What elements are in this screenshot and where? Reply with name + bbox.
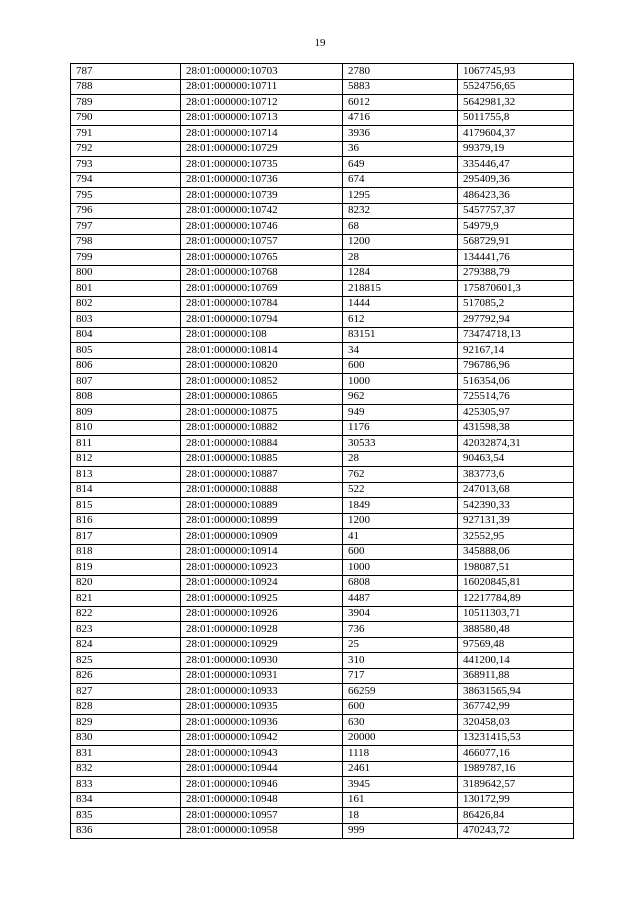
row-number-cell: 797 bbox=[71, 219, 181, 235]
cadastral-number-cell: 28:01:000000:10865 bbox=[181, 389, 343, 405]
table-row bbox=[71, 823, 574, 839]
area-cell: 1000 bbox=[343, 374, 458, 390]
value-cell: 198087,51 bbox=[458, 560, 574, 576]
table-row bbox=[71, 79, 574, 95]
value-cell: 54979,9 bbox=[458, 219, 574, 235]
table-row bbox=[71, 467, 574, 483]
area-cell: 41 bbox=[343, 529, 458, 545]
value-cell: 367742,99 bbox=[458, 699, 574, 715]
row-number-cell: 830 bbox=[71, 730, 181, 746]
row-number-cell: 827 bbox=[71, 684, 181, 700]
area-cell: 736 bbox=[343, 622, 458, 638]
cadastral-number-cell: 28:01:000000:10899 bbox=[181, 513, 343, 529]
table-row bbox=[71, 575, 574, 591]
area-cell: 4487 bbox=[343, 591, 458, 607]
value-cell: 516354,06 bbox=[458, 374, 574, 390]
area-cell: 2780 bbox=[343, 64, 458, 80]
value-cell: 5457757,37 bbox=[458, 203, 574, 219]
table-row bbox=[71, 730, 574, 746]
value-cell: 517085,2 bbox=[458, 296, 574, 312]
area-cell: 30533 bbox=[343, 436, 458, 452]
value-cell: 10511303,71 bbox=[458, 606, 574, 622]
cadastral-number-cell: 28:01:000000:10711 bbox=[181, 79, 343, 95]
row-number-cell: 820 bbox=[71, 575, 181, 591]
area-cell: 8232 bbox=[343, 203, 458, 219]
area-cell: 18 bbox=[343, 808, 458, 824]
table-row bbox=[71, 699, 574, 715]
cadastral-number-cell: 28:01:000000:10885 bbox=[181, 451, 343, 467]
row-number-cell: 798 bbox=[71, 234, 181, 250]
row-number-cell: 819 bbox=[71, 560, 181, 576]
cadastral-number-cell: 28:01:000000:10736 bbox=[181, 172, 343, 188]
area-cell: 310 bbox=[343, 653, 458, 669]
table-row bbox=[71, 746, 574, 762]
row-number-cell: 794 bbox=[71, 172, 181, 188]
table-row bbox=[71, 498, 574, 514]
row-number-cell: 817 bbox=[71, 529, 181, 545]
table-row bbox=[71, 591, 574, 607]
table-row bbox=[71, 622, 574, 638]
value-cell: 1067745,93 bbox=[458, 64, 574, 80]
table-row bbox=[71, 389, 574, 405]
cadastral-number-cell: 28:01:000000:10757 bbox=[181, 234, 343, 250]
value-cell: 86426,84 bbox=[458, 808, 574, 824]
value-cell: 335446,47 bbox=[458, 157, 574, 173]
row-number-cell: 793 bbox=[71, 157, 181, 173]
cadastral-number-cell: 28:01:000000:10875 bbox=[181, 405, 343, 421]
row-number-cell: 812 bbox=[71, 451, 181, 467]
cadastral-number-cell: 28:01:000000:10742 bbox=[181, 203, 343, 219]
cadastral-number-cell: 28:01:000000:10739 bbox=[181, 188, 343, 204]
row-number-cell: 803 bbox=[71, 312, 181, 328]
value-cell: 441200,14 bbox=[458, 653, 574, 669]
area-cell: 949 bbox=[343, 405, 458, 421]
cadastral-number-cell: 28:01:000000:10929 bbox=[181, 637, 343, 653]
table-row bbox=[71, 203, 574, 219]
row-number-cell: 828 bbox=[71, 699, 181, 715]
area-cell: 3936 bbox=[343, 126, 458, 142]
value-cell: 175870601,3 bbox=[458, 281, 574, 297]
value-cell: 486423,36 bbox=[458, 188, 574, 204]
area-cell: 4716 bbox=[343, 110, 458, 126]
value-cell: 1989787,16 bbox=[458, 761, 574, 777]
row-number-cell: 787 bbox=[71, 64, 181, 80]
table-row bbox=[71, 296, 574, 312]
row-number-cell: 814 bbox=[71, 482, 181, 498]
area-cell: 674 bbox=[343, 172, 458, 188]
table-row bbox=[71, 405, 574, 421]
table-row bbox=[71, 482, 574, 498]
area-cell: 522 bbox=[343, 482, 458, 498]
area-cell: 600 bbox=[343, 544, 458, 560]
row-number-cell: 796 bbox=[71, 203, 181, 219]
area-cell: 600 bbox=[343, 358, 458, 374]
cadastral-number-cell: 28:01:000000:10884 bbox=[181, 436, 343, 452]
value-cell: 383773,6 bbox=[458, 467, 574, 483]
cadastral-number-cell: 28:01:000000:10935 bbox=[181, 699, 343, 715]
cadastral-number-cell: 28:01:000000:10765 bbox=[181, 250, 343, 266]
cadastral-number-cell: 28:01:000000:10948 bbox=[181, 792, 343, 808]
cadastral-number-cell: 28:01:000000:10703 bbox=[181, 64, 343, 80]
table-row bbox=[71, 606, 574, 622]
area-cell: 36 bbox=[343, 141, 458, 157]
value-cell: 5011755,8 bbox=[458, 110, 574, 126]
cadastral-number-cell: 28:01:000000:10735 bbox=[181, 157, 343, 173]
value-cell: 295409,36 bbox=[458, 172, 574, 188]
table-row bbox=[71, 637, 574, 653]
value-cell: 99379,19 bbox=[458, 141, 574, 157]
row-number-cell: 807 bbox=[71, 374, 181, 390]
row-number-cell: 801 bbox=[71, 281, 181, 297]
table-row bbox=[71, 327, 574, 343]
cadastral-number-cell: 28:01:000000:10925 bbox=[181, 591, 343, 607]
table-row bbox=[71, 529, 574, 545]
cadastral-number-cell: 28:01:000000:10820 bbox=[181, 358, 343, 374]
row-number-cell: 815 bbox=[71, 498, 181, 514]
cadastral-number-cell: 28:01:000000:10729 bbox=[181, 141, 343, 157]
page-number: 19 bbox=[314, 37, 326, 49]
row-number-cell: 831 bbox=[71, 746, 181, 762]
cadastral-number-cell: 28:01:000000:10957 bbox=[181, 808, 343, 824]
table-row bbox=[71, 668, 574, 684]
area-cell: 1176 bbox=[343, 420, 458, 436]
row-number-cell: 829 bbox=[71, 715, 181, 731]
area-cell: 1000 bbox=[343, 560, 458, 576]
row-number-cell: 795 bbox=[71, 188, 181, 204]
area-cell: 28 bbox=[343, 250, 458, 266]
row-number-cell: 805 bbox=[71, 343, 181, 359]
area-cell: 630 bbox=[343, 715, 458, 731]
value-cell: 368911,88 bbox=[458, 668, 574, 684]
cadastral-number-cell: 28:01:000000:10943 bbox=[181, 746, 343, 762]
table-row bbox=[71, 374, 574, 390]
value-cell: 247013,68 bbox=[458, 482, 574, 498]
value-cell: 297792,94 bbox=[458, 312, 574, 328]
row-number-cell: 835 bbox=[71, 808, 181, 824]
value-cell: 92167,14 bbox=[458, 343, 574, 359]
area-cell: 600 bbox=[343, 699, 458, 715]
cadastral-number-cell: 28:01:000000:10909 bbox=[181, 529, 343, 545]
value-cell: 42032874,31 bbox=[458, 436, 574, 452]
row-number-cell: 788 bbox=[71, 79, 181, 95]
table-row bbox=[71, 281, 574, 297]
value-cell: 97569,48 bbox=[458, 637, 574, 653]
area-cell: 1849 bbox=[343, 498, 458, 514]
area-cell: 161 bbox=[343, 792, 458, 808]
table-row bbox=[71, 219, 574, 235]
table-row bbox=[71, 126, 574, 142]
area-cell: 20000 bbox=[343, 730, 458, 746]
row-number-cell: 811 bbox=[71, 436, 181, 452]
row-number-cell: 834 bbox=[71, 792, 181, 808]
area-cell: 83151 bbox=[343, 327, 458, 343]
table-row bbox=[71, 684, 574, 700]
row-number-cell: 808 bbox=[71, 389, 181, 405]
value-cell: 470243,72 bbox=[458, 823, 574, 839]
cadastral-number-cell: 28:01:000000:10887 bbox=[181, 467, 343, 483]
value-cell: 32552,95 bbox=[458, 529, 574, 545]
table-row bbox=[71, 343, 574, 359]
row-number-cell: 822 bbox=[71, 606, 181, 622]
row-number-cell: 818 bbox=[71, 544, 181, 560]
cadastral-number-cell: 28:01:000000:10769 bbox=[181, 281, 343, 297]
table-row bbox=[71, 436, 574, 452]
value-cell: 927131,39 bbox=[458, 513, 574, 529]
value-cell: 320458,03 bbox=[458, 715, 574, 731]
table-row bbox=[71, 420, 574, 436]
table-row bbox=[71, 761, 574, 777]
value-cell: 388580,48 bbox=[458, 622, 574, 638]
area-cell: 6012 bbox=[343, 95, 458, 111]
table-row bbox=[71, 777, 574, 793]
row-number-cell: 833 bbox=[71, 777, 181, 793]
area-cell: 962 bbox=[343, 389, 458, 405]
area-cell: 34 bbox=[343, 343, 458, 359]
row-number-cell: 809 bbox=[71, 405, 181, 421]
row-number-cell: 826 bbox=[71, 668, 181, 684]
cadastral-number-cell: 28:01:000000:10714 bbox=[181, 126, 343, 142]
value-cell: 431598,38 bbox=[458, 420, 574, 436]
row-number-cell: 791 bbox=[71, 126, 181, 142]
value-cell: 5642981,32 bbox=[458, 95, 574, 111]
area-cell: 3904 bbox=[343, 606, 458, 622]
value-cell: 130172,99 bbox=[458, 792, 574, 808]
cadastral-number-cell: 28:01:000000:10942 bbox=[181, 730, 343, 746]
area-cell: 3945 bbox=[343, 777, 458, 793]
value-cell: 4179604,37 bbox=[458, 126, 574, 142]
cadastral-number-cell: 28:01:000000:10926 bbox=[181, 606, 343, 622]
value-cell: 568729,91 bbox=[458, 234, 574, 250]
table-row bbox=[71, 265, 574, 281]
cadastral-number-cell: 28:01:000000:10928 bbox=[181, 622, 343, 638]
value-cell: 542390,33 bbox=[458, 498, 574, 514]
cadastral-number-cell: 28:01:000000:10784 bbox=[181, 296, 343, 312]
area-cell: 2461 bbox=[343, 761, 458, 777]
area-cell: 717 bbox=[343, 668, 458, 684]
value-cell: 134441,76 bbox=[458, 250, 574, 266]
table-row bbox=[71, 141, 574, 157]
row-number-cell: 813 bbox=[71, 467, 181, 483]
table-row bbox=[71, 792, 574, 808]
row-number-cell: 799 bbox=[71, 250, 181, 266]
cadastral-number-cell: 28:01:000000:108 bbox=[181, 327, 343, 343]
row-number-cell: 832 bbox=[71, 761, 181, 777]
table-row bbox=[71, 64, 574, 80]
area-cell: 649 bbox=[343, 157, 458, 173]
cadastral-number-cell: 28:01:000000:10713 bbox=[181, 110, 343, 126]
table-row bbox=[71, 358, 574, 374]
table-row bbox=[71, 715, 574, 731]
value-cell: 90463,54 bbox=[458, 451, 574, 467]
table-row bbox=[71, 95, 574, 111]
row-number-cell: 790 bbox=[71, 110, 181, 126]
value-cell: 466077,16 bbox=[458, 746, 574, 762]
value-cell: 3189642,57 bbox=[458, 777, 574, 793]
area-cell: 1200 bbox=[343, 234, 458, 250]
row-number-cell: 824 bbox=[71, 637, 181, 653]
row-number-cell: 789 bbox=[71, 95, 181, 111]
area-cell: 28 bbox=[343, 451, 458, 467]
row-number-cell: 823 bbox=[71, 622, 181, 638]
table-row bbox=[71, 560, 574, 576]
cadastral-number-cell: 28:01:000000:10746 bbox=[181, 219, 343, 235]
row-number-cell: 792 bbox=[71, 141, 181, 157]
cadastral-number-cell: 28:01:000000:10930 bbox=[181, 653, 343, 669]
cadastral-number-cell: 28:01:000000:10924 bbox=[181, 575, 343, 591]
area-cell: 218815 bbox=[343, 281, 458, 297]
value-cell: 725514,76 bbox=[458, 389, 574, 405]
row-number-cell: 821 bbox=[71, 591, 181, 607]
row-number-cell: 816 bbox=[71, 513, 181, 529]
cadastral-number-cell: 28:01:000000:10768 bbox=[181, 265, 343, 281]
value-cell: 13231415,53 bbox=[458, 730, 574, 746]
area-cell: 762 bbox=[343, 467, 458, 483]
area-cell: 5883 bbox=[343, 79, 458, 95]
area-cell: 999 bbox=[343, 823, 458, 839]
value-cell: 425305,97 bbox=[458, 405, 574, 421]
table-row bbox=[71, 188, 574, 204]
cadastral-number-cell: 28:01:000000:10946 bbox=[181, 777, 343, 793]
row-number-cell: 802 bbox=[71, 296, 181, 312]
area-cell: 1444 bbox=[343, 296, 458, 312]
row-number-cell: 806 bbox=[71, 358, 181, 374]
table-row bbox=[71, 653, 574, 669]
table-row bbox=[71, 172, 574, 188]
value-cell: 5524756,65 bbox=[458, 79, 574, 95]
registry-table-body bbox=[71, 64, 574, 839]
table-row bbox=[71, 513, 574, 529]
cadastral-number-cell: 28:01:000000:10712 bbox=[181, 95, 343, 111]
table-row bbox=[71, 250, 574, 266]
area-cell: 1118 bbox=[343, 746, 458, 762]
table-row bbox=[71, 110, 574, 126]
table-row bbox=[71, 808, 574, 824]
row-number-cell: 810 bbox=[71, 420, 181, 436]
table-row bbox=[71, 451, 574, 467]
cadastral-number-cell: 28:01:000000:10944 bbox=[181, 761, 343, 777]
cadastral-number-cell: 28:01:000000:10889 bbox=[181, 498, 343, 514]
area-cell: 68 bbox=[343, 219, 458, 235]
cadastral-number-cell: 28:01:000000:10923 bbox=[181, 560, 343, 576]
area-cell: 612 bbox=[343, 312, 458, 328]
value-cell: 345888,06 bbox=[458, 544, 574, 560]
area-cell: 1295 bbox=[343, 188, 458, 204]
area-cell: 66259 bbox=[343, 684, 458, 700]
table-row bbox=[71, 544, 574, 560]
value-cell: 796786,96 bbox=[458, 358, 574, 374]
cadastral-number-cell: 28:01:000000:10814 bbox=[181, 343, 343, 359]
table-row bbox=[71, 234, 574, 250]
value-cell: 12217784,89 bbox=[458, 591, 574, 607]
table-row bbox=[71, 157, 574, 173]
table-row bbox=[71, 312, 574, 328]
cadastral-number-cell: 28:01:000000:10794 bbox=[181, 312, 343, 328]
value-cell: 73474718,13 bbox=[458, 327, 574, 343]
area-cell: 6808 bbox=[343, 575, 458, 591]
registry-table bbox=[70, 63, 574, 839]
value-cell: 279388,79 bbox=[458, 265, 574, 281]
value-cell: 16020845,81 bbox=[458, 575, 574, 591]
row-number-cell: 800 bbox=[71, 265, 181, 281]
cadastral-number-cell: 28:01:000000:10931 bbox=[181, 668, 343, 684]
row-number-cell: 825 bbox=[71, 653, 181, 669]
cadastral-number-cell: 28:01:000000:10933 bbox=[181, 684, 343, 700]
cadastral-number-cell: 28:01:000000:10888 bbox=[181, 482, 343, 498]
row-number-cell: 836 bbox=[71, 823, 181, 839]
cadastral-number-cell: 28:01:000000:10882 bbox=[181, 420, 343, 436]
cadastral-number-cell: 28:01:000000:10958 bbox=[181, 823, 343, 839]
area-cell: 25 bbox=[343, 637, 458, 653]
area-cell: 1200 bbox=[343, 513, 458, 529]
value-cell: 38631565,94 bbox=[458, 684, 574, 700]
cadastral-number-cell: 28:01:000000:10914 bbox=[181, 544, 343, 560]
cadastral-number-cell: 28:01:000000:10852 bbox=[181, 374, 343, 390]
row-number-cell: 804 bbox=[71, 327, 181, 343]
cadastral-number-cell: 28:01:000000:10936 bbox=[181, 715, 343, 731]
area-cell: 1284 bbox=[343, 265, 458, 281]
